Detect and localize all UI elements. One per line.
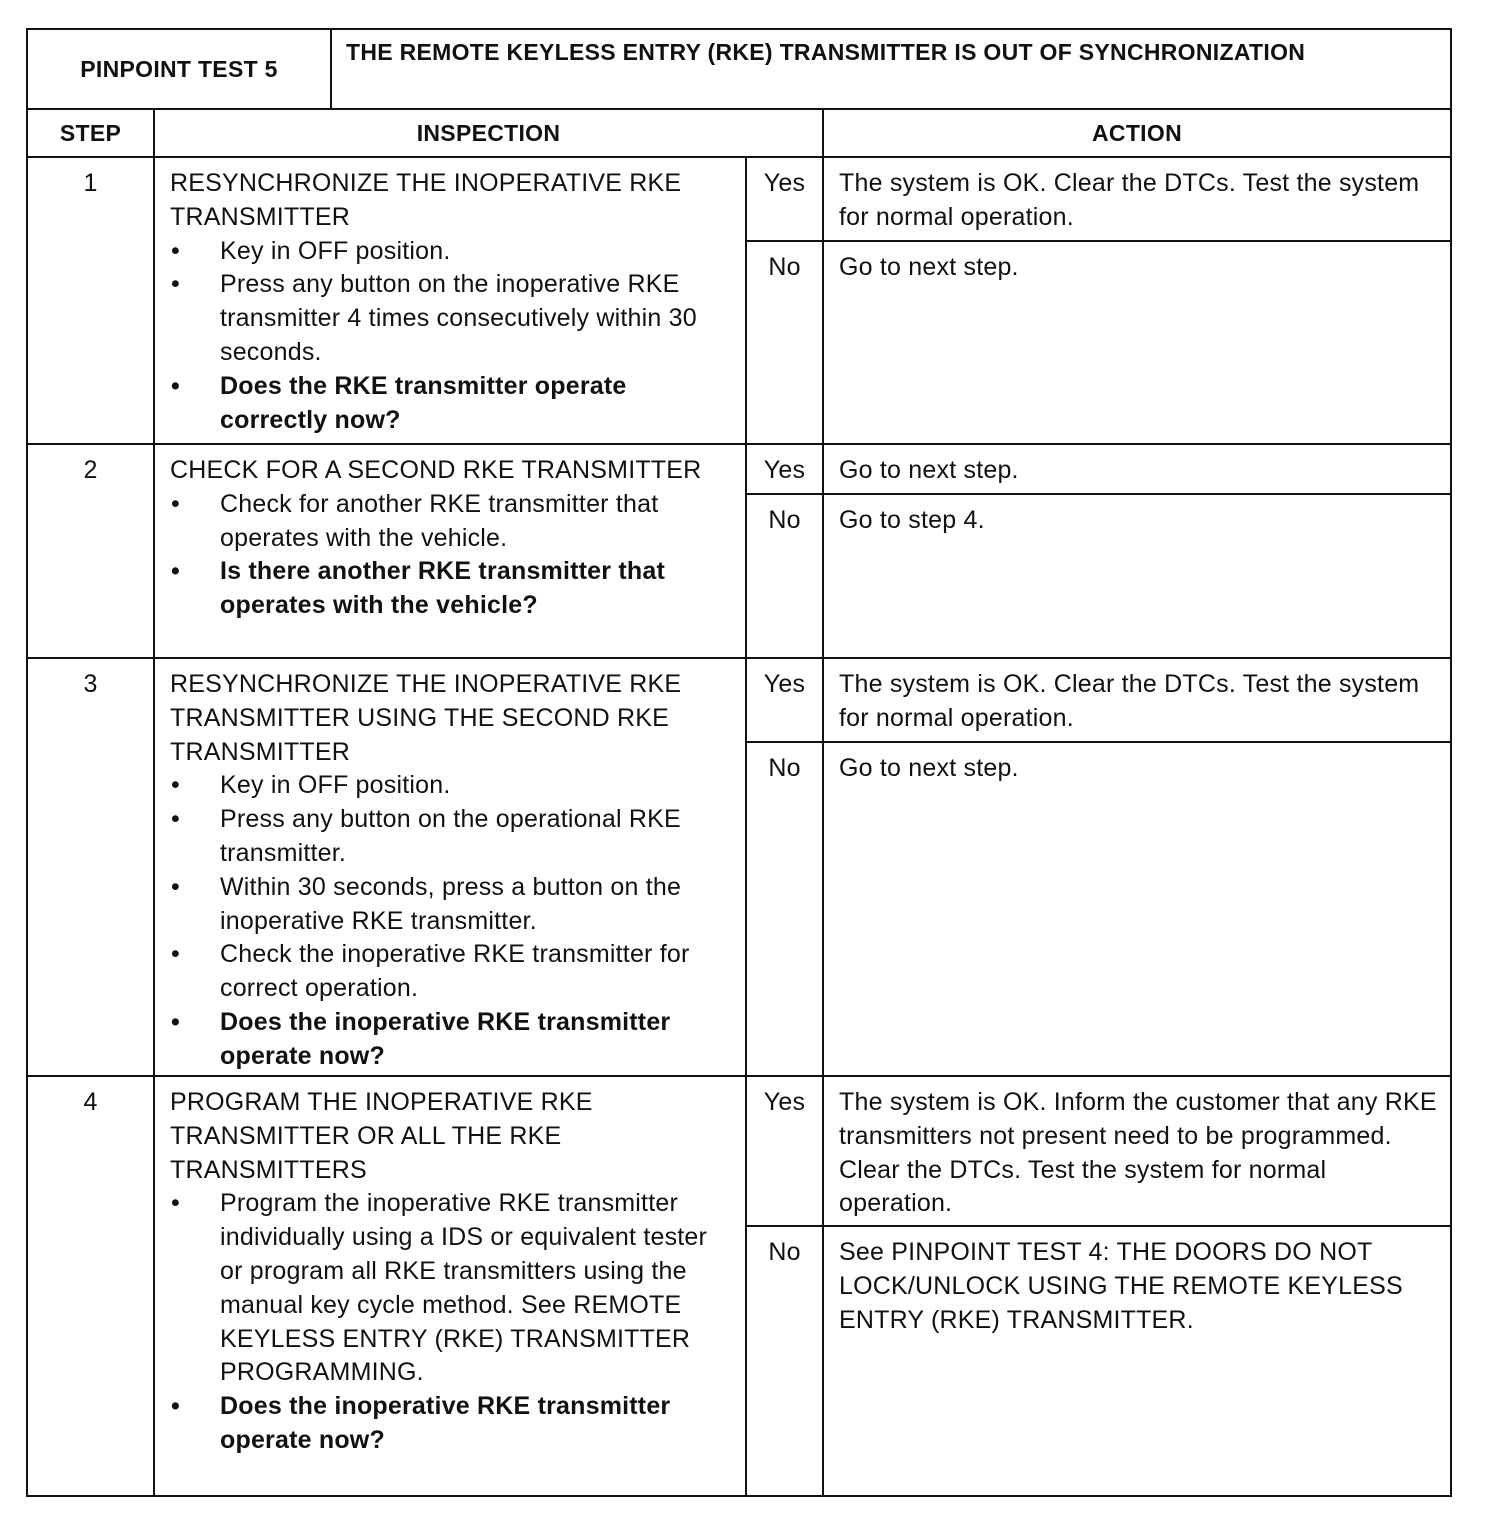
no-label-3: No (745, 741, 824, 1077)
inspection-step-2 (153, 443, 747, 659)
column-header-step: STEP (26, 108, 155, 158)
bullet-item: • Key in OFF position. (170, 235, 735, 269)
bullet-item: • Program the inoperative RKE transmitter individually using a IDS or equivalent tester or program all RKE transmitters using the manual key cycle method. See REMOTE KEYLESS ENTRY (RKE) TRANSMITTER PROGRAMMING. (170, 1187, 735, 1390)
yes-action-1: The system is OK. Clear the DTCs. Test the system for normal operation. (822, 156, 1452, 242)
inspection-question: • Does the inoperative RKE transmitter operate now? (170, 1006, 735, 1074)
bullet-item: • Press any button on the inoperative RKE transmitter 4 times consecutively within 30 seconds. (170, 268, 735, 369)
inspection-step-1 (153, 156, 747, 445)
no-label-4: No (745, 1225, 824, 1497)
test-label-cell (26, 28, 332, 110)
bullet-item: • Within 30 seconds, press a button on the inoperative RKE transmitter. (170, 871, 735, 939)
yes-label-1: Yes (745, 156, 824, 242)
pinpoint-test-table (26, 28, 1452, 1497)
inspection-question: • Does the inoperative RKE transmitter operate now? (170, 1390, 735, 1458)
bullet-item: • Key in OFF position. (170, 769, 735, 803)
yes-action-3: The system is OK. Clear the DTCs. Test the system for normal operation. (822, 657, 1452, 743)
inspection-question: • Does the RKE transmitter operate correctly now? (170, 370, 735, 438)
no-action-1: Go to next step. (822, 240, 1452, 445)
inspection-bullets (170, 769, 735, 1073)
yes-action-4: The system is OK. Inform the customer that any RKE transmitters not present need to be programmed. Clear the DTCs. Test the system for normal operation. (822, 1075, 1452, 1227)
test-title-cell (330, 28, 1452, 110)
inspection-question: • Is there another RKE transmitter that operates with the vehicle? (170, 555, 735, 623)
no-action-2: Go to step 4. (822, 493, 1452, 659)
inspection-bullets (170, 1187, 735, 1457)
test-title: THE REMOTE KEYLESS ENTRY (RKE) TRANSMITTER IS OUT OF SYNCHRONIZATION (346, 39, 1306, 65)
test-label: PINPOINT TEST 5 (80, 56, 278, 82)
bullet-item: • Check for another RKE transmitter that operates with the vehicle. (170, 488, 735, 556)
yes-label-3: Yes (745, 657, 824, 743)
yes-action-2: Go to next step. (822, 443, 1452, 495)
inspection-bullets (170, 235, 735, 438)
step-number-2: 2 (26, 443, 155, 659)
bullet-item: • Press any button on the operational RKE transmitter. (170, 803, 735, 871)
inspection-title: RESYNCHRONIZE THE INOPERATIVE RKE TRANSMITTER (170, 169, 682, 231)
yes-label-4: Yes (745, 1075, 824, 1227)
step-number-1: 1 (26, 156, 155, 445)
no-action-4: See PINPOINT TEST 4: THE DOORS DO NOT LOCK/UNLOCK USING THE REMOTE KEYLESS ENTRY (RKE) TRANSMITTER. (822, 1225, 1452, 1497)
step-number-3: 3 (26, 657, 155, 1077)
inspection-title: PROGRAM THE INOPERATIVE RKE TRANSMITTER OR ALL THE RKE TRANSMITTERS (170, 1088, 593, 1184)
inspection-title: CHECK FOR A SECOND RKE TRANSMITTER (170, 456, 702, 484)
no-label-1: No (745, 240, 824, 445)
no-label-2: No (745, 493, 824, 659)
inspection-bullets (170, 488, 735, 623)
step-number-4: 4 (26, 1075, 155, 1497)
column-header-inspection: INSPECTION (153, 108, 824, 158)
no-action-3: Go to next step. (822, 741, 1452, 1077)
bullet-item: • Check the inoperative RKE transmitter for correct operation. (170, 938, 735, 1006)
inspection-step-3 (153, 657, 747, 1077)
yes-label-2: Yes (745, 443, 824, 495)
inspection-title: RESYNCHRONIZE THE INOPERATIVE RKE TRANSMITTER USING THE SECOND RKE TRANSMITTER (170, 670, 682, 766)
inspection-step-4 (153, 1075, 747, 1497)
column-header-action: ACTION (822, 108, 1452, 158)
